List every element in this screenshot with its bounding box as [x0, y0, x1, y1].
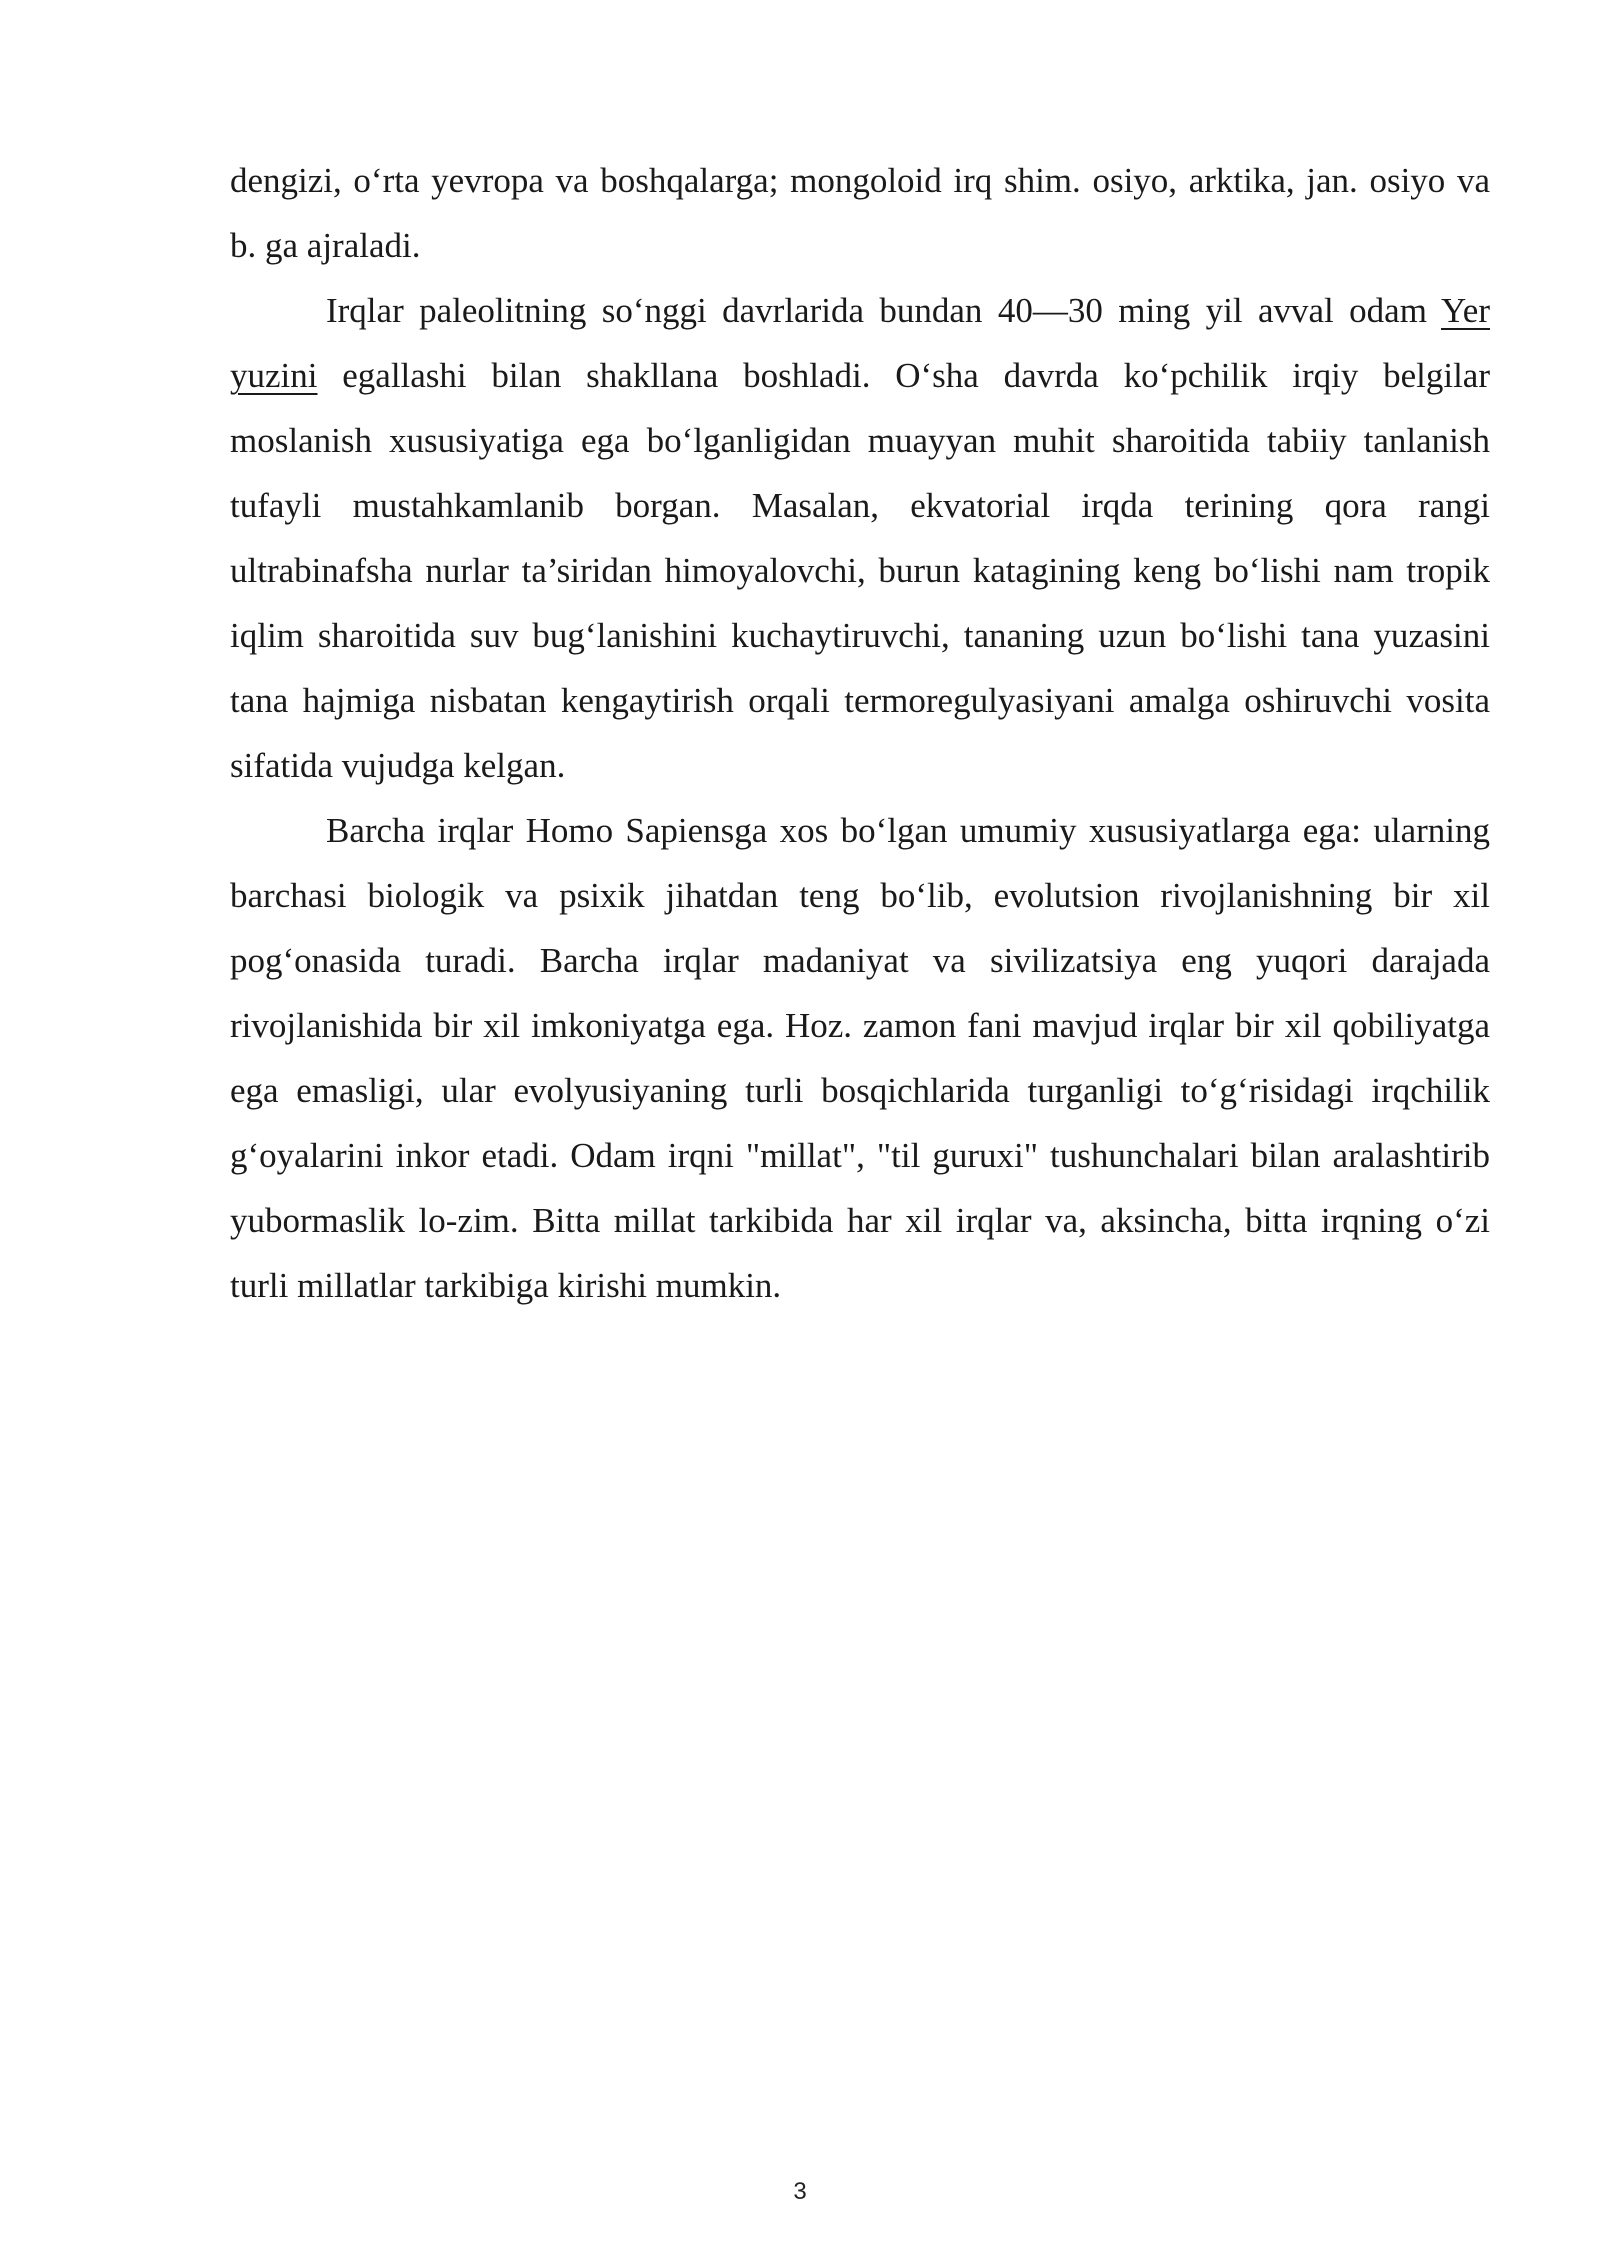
- yer-yuzini-link[interactable]: Yer yuzini: [230, 291, 1490, 395]
- paragraph-text-end: egallashi bilan shakllana boshladi. O‘sha davrda ko‘pchilik irqiy belgilar moslanish xususiyatiga ega bo‘lganligidan muayyan muhit sharoitida tabiiy tanlanish tufayli mustahkamlanib borgan. Masalan, ekvatorial irqda terining qora rangi ultrabinafsha nurlar ta’siridan himoyalovchi, burun katagining keng bo‘lishi nam tropik iqlim sharoitida suv bug‘lanishini kuchaytiruvchi, tananing uzun bo‘lishi tana yuzasini tana hajmiga nisbatan kengaytirish orqali termoregulyasiyani amalga oshiruvchi vosita sifatida vujudga kelgan.: [230, 356, 1490, 785]
- paragraph-race-formation: [230, 278, 1490, 798]
- paragraph-race-equality: Barcha irqlar Homo Sapiensga xos bo‘lgan umumiy xususiyatlarga ega: ularning barchasi biologik va psixik jihatdan teng bo‘lib, evolutsion rivojlanishning bir xil pog‘onasida turadi. Barcha irqlar madaniyat va sivilizatsiya eng yuqori darajada rivojlanishida bir xil imkoniyatga ega. Hoz. zamon fani mavjud irqlar bir xil qobiliyatga ega emasligi, ular evolyusiyaning turli bosqichlarida turganligi to‘g‘risidagi irqchilik g‘oyalarini inkor etadi. Odam irqni "millat", "til guruxi" tushunchalari bilan aralashtirib yubormaslik lo-zim. Bitta millat tarkibida har xil irqlar va, aksincha, bitta irqning o‘zi turli millatlar tarkibiga kirishi mumkin.: [230, 811, 1490, 1305]
- paragraph-continuation: dengizi, o‘rta yevropa va boshqalarga; mongoloid irq shim. osiyo, arktika, jan. osiyo va b. ga ajraladi.: [230, 161, 1490, 265]
- page-number: 3: [793, 2178, 807, 2205]
- body-text: [230, 148, 1490, 1318]
- paragraph-text-start: Irqlar paleolitning so‘nggi davrlarida bundan 40—30 ming yil avval odam: [326, 291, 1442, 330]
